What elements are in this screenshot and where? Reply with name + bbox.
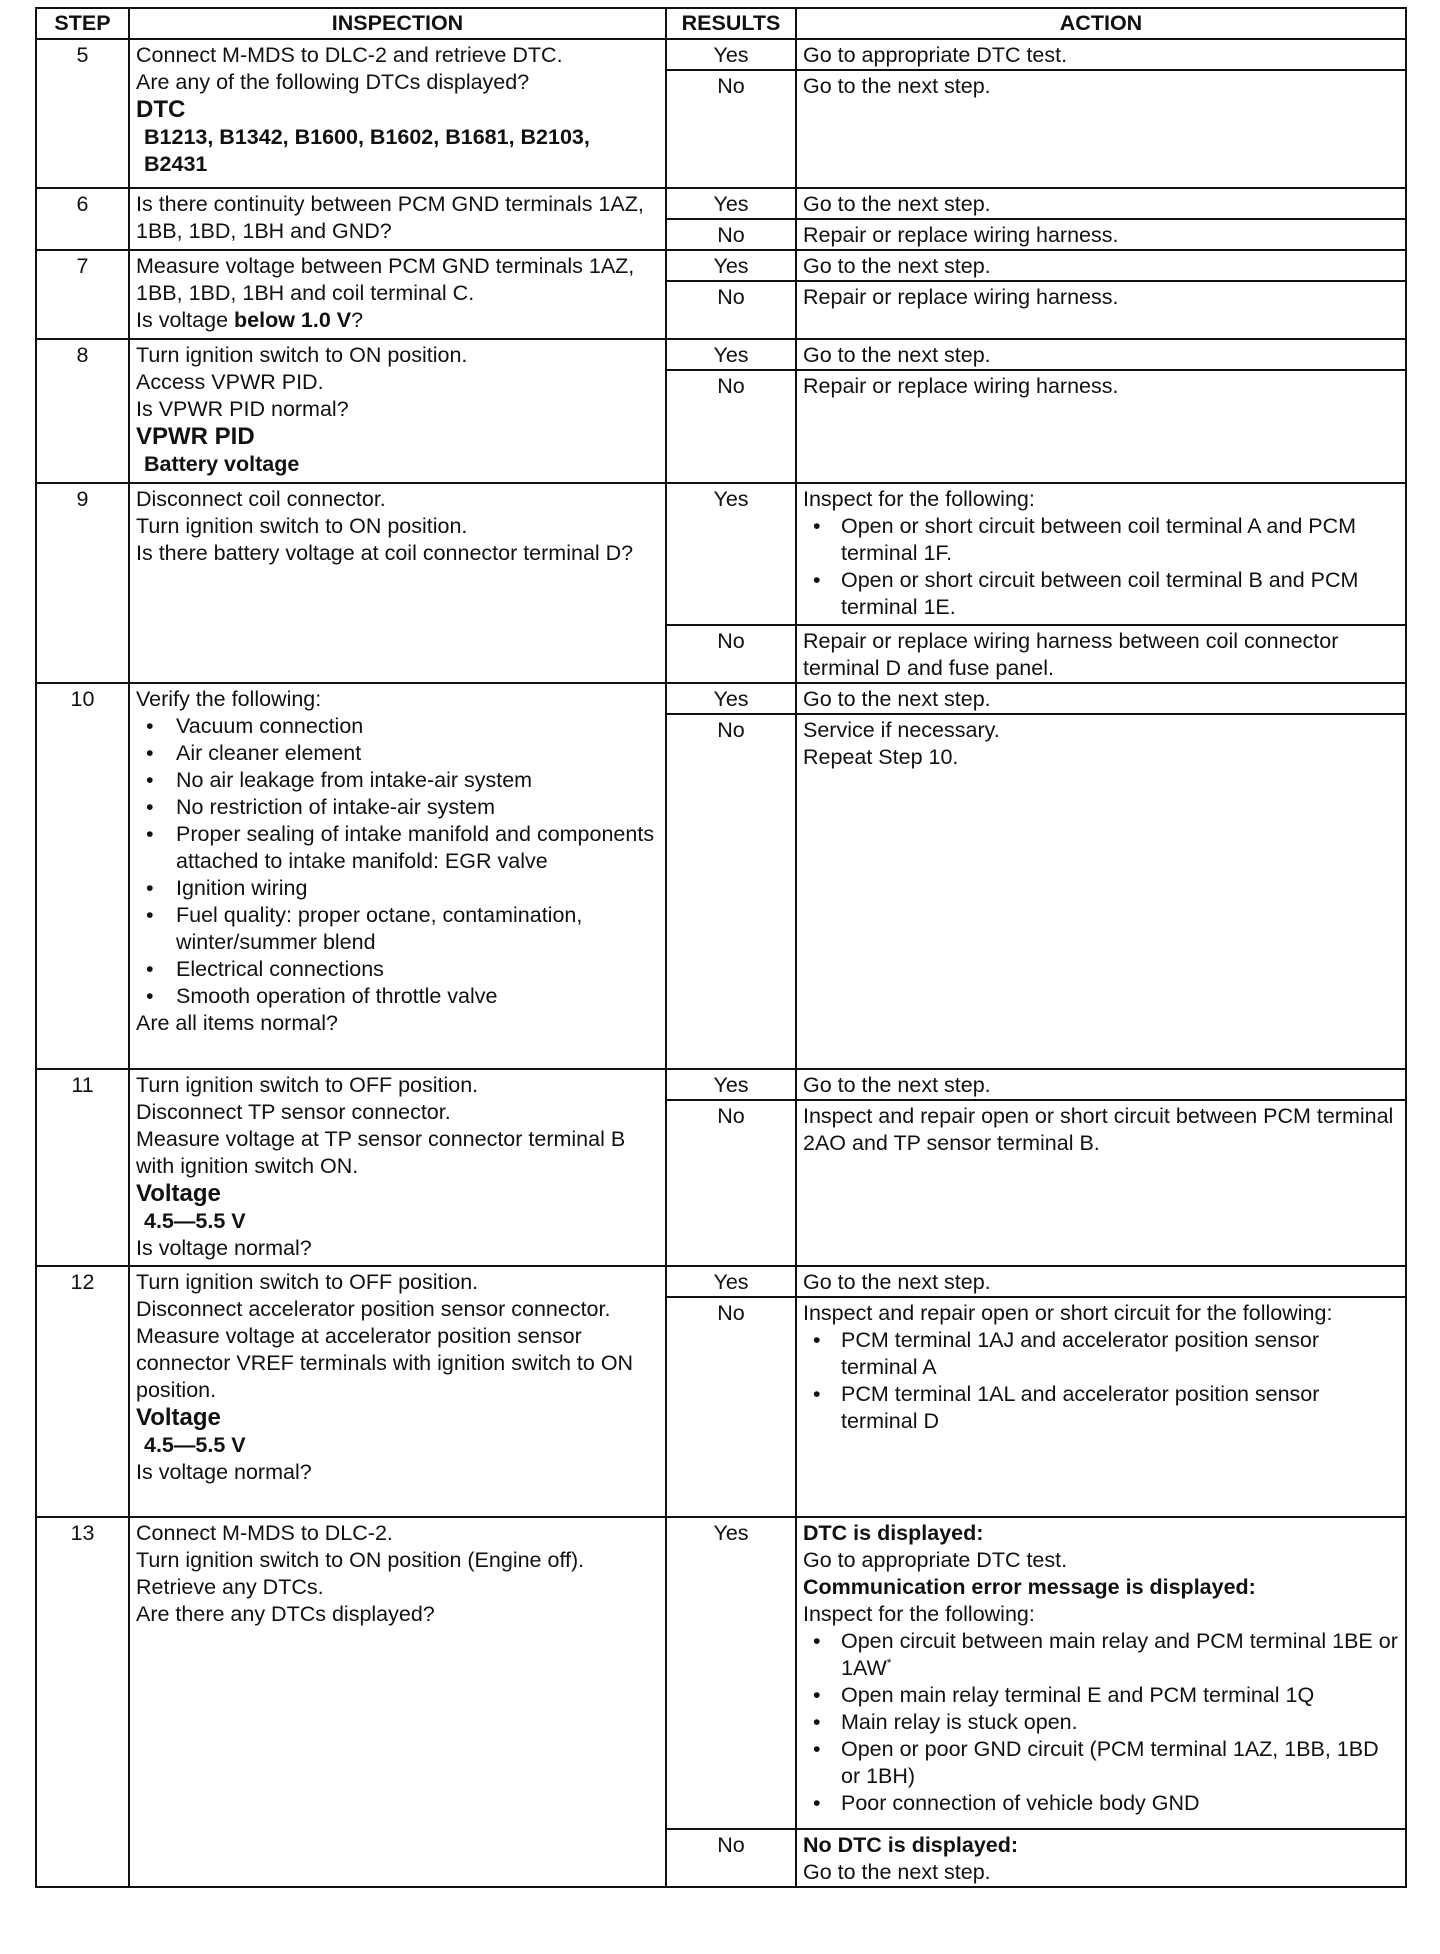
- inspection-line: Retrieve any DTCs.: [136, 1575, 324, 1599]
- spec-title: VPWR PID: [136, 423, 255, 450]
- action-no: Go to the next step.: [796, 70, 1406, 188]
- result-no: No: [666, 714, 796, 1069]
- inspection-question: Are all items normal?: [136, 1011, 338, 1035]
- list-item: • No restriction of intake-air system: [136, 794, 659, 821]
- step-number: 5: [36, 39, 129, 188]
- step-number: 6: [36, 188, 129, 250]
- action-yes: Go to appropriate DTC test.: [796, 39, 1406, 70]
- list-item: • Fuel quality: proper octane, contamination, winter/summer blend: [136, 902, 659, 956]
- result-yes: Yes: [666, 1069, 796, 1100]
- spec-value: B1213, B1342, B1600, B1602, B1681, B2103, B2431: [144, 125, 590, 176]
- inspection-cell: [129, 250, 666, 339]
- list-item: • PCM terminal 1AJ and accelerator position sensor terminal A: [803, 1327, 1399, 1381]
- action-yes: Go to the next step.: [796, 1266, 1406, 1297]
- inspection-bullet-list: [136, 713, 659, 1010]
- no-dtc-action: Go to the next step.: [803, 1860, 991, 1884]
- inspection-cell: Is there continuity between PCM GND terminals 1AZ, 1BB, 1BD, 1BH and GND?: [129, 188, 666, 250]
- spec-title: Voltage: [136, 1404, 221, 1431]
- inspection-cell: [129, 683, 666, 1069]
- inspection-line: Are any of the following DTCs displayed?: [136, 70, 530, 94]
- step-number: 13: [36, 1517, 129, 1887]
- list-item: • Electrical connections: [136, 956, 659, 983]
- result-yes: Yes: [666, 1266, 796, 1297]
- action-yes: Go to the next step.: [796, 683, 1406, 714]
- inspection-line: Disconnect coil connector.: [136, 487, 386, 511]
- inspection-cell: [129, 339, 666, 483]
- inspection-cell: [129, 1517, 666, 1887]
- action-bullet-list: [803, 1327, 1399, 1435]
- inspection-intro: Verify the following:: [136, 687, 322, 711]
- action-yes: Go to the next step.: [796, 188, 1406, 219]
- list-item: [803, 1628, 1399, 1682]
- inspection-line: Disconnect TP sensor connector.: [136, 1100, 451, 1124]
- inspection-question: [136, 307, 659, 334]
- inspection-line: Is VPWR PID normal?: [136, 397, 349, 421]
- question-suffix: ?: [351, 308, 364, 332]
- inspection-line: Turn ignition switch to OFF position.: [136, 1073, 479, 1097]
- step-number: 7: [36, 250, 129, 339]
- header-action: ACTION: [796, 8, 1406, 39]
- inspection-cell: [129, 483, 666, 683]
- question-emphasis: below 1.0 V: [234, 308, 352, 332]
- result-no: No: [666, 1100, 796, 1266]
- inspection-line: Measure voltage at TP sensor connector terminal B with ignition switch ON.: [136, 1127, 626, 1178]
- table-row: [36, 1266, 1406, 1297]
- action-intro: Inspect for the following:: [803, 487, 1035, 511]
- action-yes: [796, 483, 1406, 625]
- spec-title: DTC: [136, 96, 186, 123]
- table-row: [36, 1517, 1406, 1829]
- list-item-text: Open circuit between main relay and PCM terminal 1BE or 1AW: [841, 1629, 1398, 1680]
- action-no: Repair or replace wiring harness.: [796, 281, 1406, 339]
- action-yes: Go to the next step.: [796, 250, 1406, 281]
- dtc-action: Go to appropriate DTC test.: [803, 1548, 1068, 1572]
- result-no: No: [666, 1297, 796, 1517]
- list-item: • Open main relay terminal E and PCM terminal 1Q: [803, 1682, 1399, 1709]
- result-yes: Yes: [666, 683, 796, 714]
- list-item: • Vacuum connection: [136, 713, 659, 740]
- no-dtc-heading: No DTC is displayed:: [803, 1833, 1019, 1857]
- action-line: Service if necessary.: [803, 718, 1000, 742]
- comm-error-heading: Communication error message is displayed:: [803, 1575, 1256, 1599]
- inspection-cell: [129, 1266, 666, 1517]
- inspection-question: Is voltage normal?: [136, 1236, 312, 1260]
- action-no: Repair or replace wiring harness.: [796, 219, 1406, 250]
- inspection-cell: [129, 1069, 666, 1266]
- table-row: [36, 250, 1406, 281]
- spec-value: 4.5—5.5 V: [144, 1209, 246, 1233]
- list-item: • PCM terminal 1AL and accelerator position sensor terminal D: [803, 1381, 1399, 1435]
- inspection-line: Is there battery voltage at coil connector terminal D?: [136, 541, 634, 565]
- question-prefix: Is voltage: [136, 308, 234, 332]
- footnote-mark: *: [886, 1655, 892, 1670]
- list-item: • Smooth operation of throttle valve: [136, 983, 659, 1010]
- action-yes: [796, 1517, 1406, 1829]
- result-yes: Yes: [666, 483, 796, 625]
- table-row: [36, 683, 1406, 714]
- step-number: 9: [36, 483, 129, 683]
- header-results: RESULTS: [666, 8, 796, 39]
- list-item: • Open or short circuit between coil terminal B and PCM terminal 1E.: [803, 567, 1399, 621]
- list-item: • Proper sealing of intake manifold and components attached to intake manifold: EGR valve: [136, 821, 659, 875]
- action-no: Inspect and repair open or short circuit between PCM terminal 2AO and TP sensor terminal B.: [796, 1100, 1406, 1266]
- action-no: Repair or replace wiring harness.: [796, 370, 1406, 483]
- table-header-row: [36, 8, 1406, 39]
- header-step: STEP: [36, 8, 129, 39]
- result-no: No: [666, 219, 796, 250]
- list-item: • Open or poor GND circuit (PCM terminal 1AZ, 1BB, 1BD or 1BH): [803, 1736, 1399, 1790]
- list-item: • Open or short circuit between coil terminal A and PCM terminal 1F.: [803, 513, 1399, 567]
- result-yes: Yes: [666, 188, 796, 219]
- result-no: No: [666, 70, 796, 188]
- inspection-line: Turn ignition switch to ON position (Engine off).: [136, 1548, 585, 1572]
- result-yes: Yes: [666, 250, 796, 281]
- step-number: 12: [36, 1266, 129, 1517]
- table-row: [36, 339, 1406, 370]
- inspection-line: Turn ignition switch to OFF position.: [136, 1270, 479, 1294]
- list-item: • Ignition wiring: [136, 875, 659, 902]
- table-row: [36, 1069, 1406, 1100]
- inspection-cell: [129, 39, 666, 188]
- spec-value: 4.5—5.5 V: [144, 1433, 246, 1457]
- action-intro: Inspect and repair open or short circuit for the following:: [803, 1301, 1333, 1325]
- inspection-line: Are there any DTCs displayed?: [136, 1602, 435, 1626]
- action-bullet-list: [803, 513, 1399, 621]
- table-row: [36, 39, 1406, 70]
- comm-error-intro: Inspect for the following:: [803, 1602, 1035, 1626]
- inspection-line: Access VPWR PID.: [136, 370, 324, 394]
- result-yes: Yes: [666, 1517, 796, 1829]
- inspection-line: Measure voltage between PCM GND terminals 1AZ, 1BB, 1BD, 1BH and coil terminal C.: [136, 254, 635, 305]
- result-yes: Yes: [666, 339, 796, 370]
- action-no: [796, 714, 1406, 1069]
- result-no: No: [666, 625, 796, 683]
- action-bullet-list: [803, 1628, 1399, 1817]
- action-yes: Go to the next step.: [796, 339, 1406, 370]
- result-no: No: [666, 1829, 796, 1887]
- result-no: No: [666, 281, 796, 339]
- inspection-line: Disconnect accelerator position sensor connector.: [136, 1297, 611, 1321]
- spec-title: Voltage: [136, 1180, 221, 1207]
- table-row: [36, 188, 1406, 219]
- list-item: • Main relay is stuck open.: [803, 1709, 1399, 1736]
- spec-value: Battery voltage: [144, 452, 300, 476]
- inspection-line: Turn ignition switch to ON position.: [136, 514, 468, 538]
- inspection-question: Is voltage normal?: [136, 1460, 312, 1484]
- header-inspection: INSPECTION: [129, 8, 666, 39]
- action-line: Repeat Step 10.: [803, 745, 959, 769]
- inspection-line: Connect M-MDS to DLC-2 and retrieve DTC.: [136, 43, 563, 67]
- list-item: • Poor connection of vehicle body GND: [803, 1790, 1399, 1817]
- step-number: 10: [36, 683, 129, 1069]
- result-no: No: [666, 370, 796, 483]
- list-item: • No air leakage from intake-air system: [136, 767, 659, 794]
- table-row: [36, 483, 1406, 625]
- list-item: • Air cleaner element: [136, 740, 659, 767]
- action-yes: Go to the next step.: [796, 1069, 1406, 1100]
- inspection-line: Connect M-MDS to DLC-2.: [136, 1521, 393, 1545]
- inspection-line: Measure voltage at accelerator position sensor connector VREF terminals with ignition switch to ON position.: [136, 1324, 634, 1402]
- inspection-line: Turn ignition switch to ON position.: [136, 343, 468, 367]
- action-no: [796, 1297, 1406, 1517]
- action-no: Repair or replace wiring harness between coil connector terminal D and fuse panel.: [796, 625, 1406, 683]
- action-no: [796, 1829, 1406, 1887]
- result-yes: Yes: [666, 39, 796, 70]
- diagnostic-procedure-table: [35, 7, 1407, 1888]
- step-number: 11: [36, 1069, 129, 1266]
- step-number: 8: [36, 339, 129, 483]
- dtc-heading: DTC is displayed:: [803, 1521, 984, 1545]
